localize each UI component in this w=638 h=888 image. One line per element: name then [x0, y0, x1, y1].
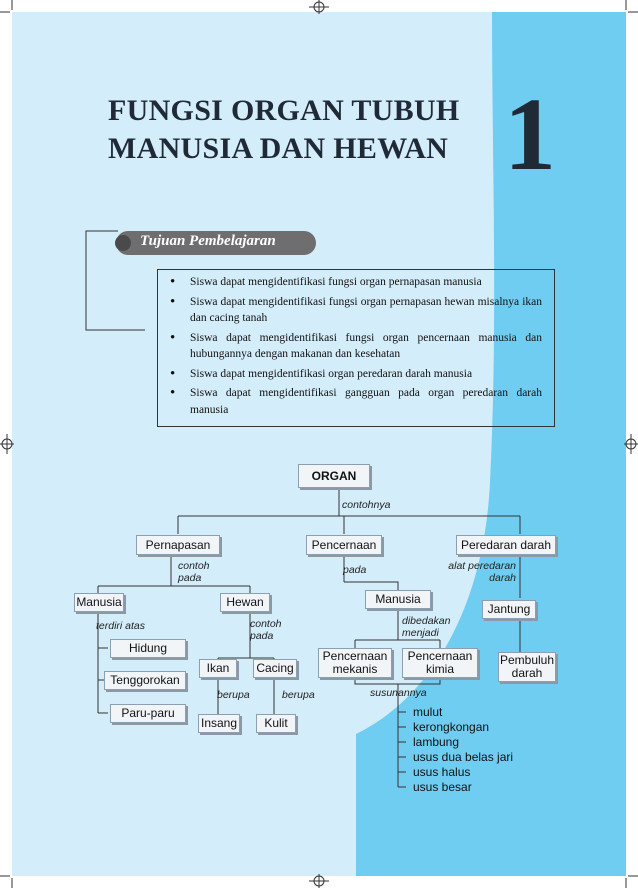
organ-item: lambung	[413, 735, 460, 749]
node-ikan: Ikan	[199, 659, 237, 678]
node-pencernaan: Pencernaan	[306, 535, 382, 555]
node-manusia-pernapasan: Manusia	[74, 593, 124, 612]
chapter-title-line-1: FUNGSI ORGAN TUBUH	[108, 94, 460, 127]
link-susunannya: susunannya	[370, 687, 427, 699]
link-contoh-pada-hewan: contoh pada	[250, 618, 282, 642]
objective-item: • Siswa dapat mengidentifikasi organ peredaran darah manusia	[168, 366, 542, 383]
node-hewan: Hewan	[220, 593, 270, 612]
node-insang: Insang	[198, 714, 240, 733]
node-manusia-pencernaan: Manusia	[365, 590, 431, 609]
objective-item: • Siswa dapat mengidentifikasi fungsi organ pencernaan manusia dan hubungannya dengan makanan dan kesehatan	[168, 330, 542, 363]
link-berupa-ikan: berupa	[217, 689, 250, 701]
node-pernapasan: Pernapasan	[136, 535, 220, 555]
node-jantung: Jantung	[482, 600, 536, 619]
chapter-title-line-2: MANUSIA DAN HEWAN	[108, 132, 449, 165]
link-dibedakan-menjadi: dibedakan menjadi	[402, 615, 451, 639]
node-peredaran-darah: Peredaran darah	[456, 535, 556, 555]
organ-item: usus dua belas jari	[413, 750, 514, 764]
chapter-number: 1	[504, 77, 556, 192]
link-contoh-pada-pernapasan: contoh pada	[178, 560, 210, 584]
organ-item: kerongkongan	[413, 720, 490, 734]
objective-item: • Siswa dapat mengidentifikasi fungsi organ pernapasan manusia	[168, 274, 542, 291]
node-pembuluh-darah: Pembuluh darah	[499, 653, 555, 680]
node-pencernaan-mekanis: Pencernaan mekanis	[318, 648, 392, 678]
link-terdiri-atas: terdiri atas	[96, 620, 146, 632]
node-hidung: Hidung	[110, 639, 186, 658]
objectives-heading: Tujuan Pembelajaran	[140, 233, 276, 249]
link-pada: pada	[343, 564, 367, 576]
node-kulit: Kulit	[256, 714, 296, 733]
organ-item: mulut	[413, 705, 443, 719]
node-cacing: Cacing	[253, 659, 297, 678]
objective-item: • Siswa dapat mengidentifikasi fungsi organ pernapasan hewan misalnya ikan dan cacing tanah	[168, 294, 542, 327]
organ-item: usus halus	[413, 765, 471, 779]
organ-item: usus besar	[413, 780, 472, 794]
link-alat-peredaran: alat peredaran darah	[448, 560, 516, 584]
objective-item: • Siswa dapat mengidentifikasi gangguan pada organ peredaran darah manusia	[168, 385, 542, 418]
node-paru-paru: Paru-paru	[110, 704, 186, 723]
link-berupa-cacing: berupa	[282, 689, 315, 701]
node-organ: ORGAN	[298, 464, 370, 488]
link-contohnya: contohnya	[342, 499, 391, 511]
node-pencernaan-kimia: Pencernaan kimia	[402, 648, 478, 678]
node-tenggorokan: Tenggorokan	[104, 671, 186, 690]
